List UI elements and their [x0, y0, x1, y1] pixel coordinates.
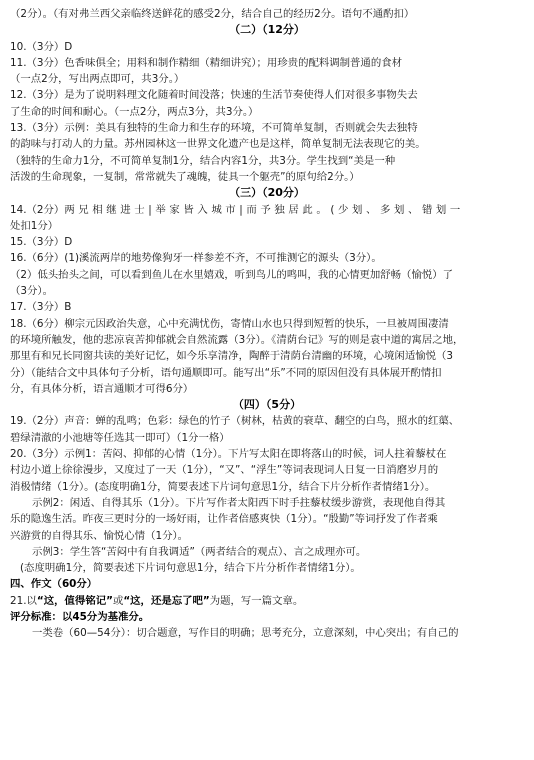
answer-11-scoring: （一点2分，写出两点即可，共3分。） — [10, 73, 185, 86]
answer-16-2: （2）低头抬头之间，可以看到鱼儿在水里嬉戏，听到鸟儿的鸣叫，我的心情更加舒畅（愉悦）了 — [10, 268, 454, 281]
essay-prompt-mid: 或 — [112, 594, 124, 607]
answer-13-cont: 的韵味与打动人的力量。苏州园林这一世界文化遗产也是这样，简单复制无法表现它的美。 — [10, 138, 426, 151]
answer-17: 17.（3分）B — [10, 301, 72, 314]
answer-20-cont-2: 消极情绪（1分）。(态度明确1分，简要表述下片词句意思1分，结合下片分析作者情绪1分）。 — [10, 480, 436, 493]
answer-18-cont-3: 分）（能结合文中具体句子分析，语句通顺即可。能写出“乐”不同的原因但没有具体展开酌情扣 — [10, 366, 442, 379]
answer-20: 20.（3分）示例1：苦闷、抑郁的心情（1分）。下片写太阳在即将落山的时候，词人拄着藜杖在 — [10, 448, 447, 461]
answer-14-text: 两兄相继进士|举家皆入城市|而予独居此。(少划、多划、错划一 — [64, 203, 464, 216]
answer-10: 10.（3分）D — [10, 40, 73, 53]
grade-level-1: 一类卷（60—54分）：切合题意，写作目的明确；思考充分，立意深刻，中心突出；有自己的 — [32, 627, 459, 640]
answer-18-cont-2: 那里有和兄长同窗共读的美好记忆，如今乐享清净，陶醉于清荫台清幽的环境，心境闲适愉悦（3 — [10, 350, 454, 363]
answer-18: 18.（6分）柳宗元因政治失意，心中充满忧伤，寄情山水也只得到短暂的快乐，一旦被周围凄清 — [10, 317, 449, 330]
scoring-standard: 评分标准：以45分为基准分。 — [10, 610, 150, 623]
answer-16-2-cont: （3分）。 — [10, 285, 53, 298]
answer-12-cont: 了生命的时间和耐心。（一点2分，两点3分，共3分。） — [10, 105, 259, 118]
essay-prompt — [10, 593, 524, 609]
answer-14 — [10, 202, 524, 218]
answer-13-scoring: （独特的生命力1分，不可简单复制1分，结合内容1分，共3分。学生找到“美是一种 — [10, 154, 396, 167]
answer-19-cont: 碧绿清澈的小池塘等任选其一即可）（1分一格） — [10, 431, 230, 444]
essay-prompt-post: 为题，写一篇文章。 — [209, 594, 304, 607]
section-heading-3: （三）（20分） — [229, 186, 305, 200]
answer-18-cont-1: 的环境所触发，他的悲凉哀苦抑郁就会自然流露（3分）。《清荫台记》写的则是袁中道的寓居之地， — [10, 333, 464, 346]
answer-20-example-2: 示例2：闲适、自得其乐（1分）。下片写作者太阳西下时手拄藜杖缓步游赏，表现他自得其 — [32, 496, 446, 509]
answer-16-1: 16.（6分）(1)溪流两岸的地势像狗牙一样参差不齐，不可推测它的源头（3分）。 — [10, 252, 382, 265]
essay-title-option-2: “这，还是忘了吧” — [123, 594, 210, 607]
answer-14-cont: 处扣1分） — [10, 219, 59, 232]
answer-14-number: 14.（2分） — [10, 203, 65, 216]
essay-heading: 四、作文（60分） — [10, 578, 98, 591]
essay-prompt-pre: 21.以 — [10, 594, 37, 607]
section-heading-2: （二）（12分） — [229, 23, 305, 37]
answer-13-scoring-cont: 活泼的生命现象，一复制，常常就失了魂魄，徒具一个躯壳”的原句给2分。） — [10, 170, 360, 183]
answer-line: （2分）。（有对弗兰西父亲临终送鲜花的感受2分，结合自己的经历2分。语句不通酌扣） — [10, 8, 415, 20]
answer-11: 11.（3分）色香味俱全；用料和制作精细（精细讲究）；用珍贵的配料调制普通的食材 — [10, 56, 402, 69]
answer-13: 13.（3分）示例：美具有独特的生命力和生存的环境，不可简单复制，否则就会失去独特 — [10, 122, 418, 135]
answer-15: 15.（3分）D — [10, 236, 73, 249]
answer-20-cont-1: 村边小道上徐徐漫步，又度过了一天（1分），“又”、“浮生”等词表现词人日复一日消磨岁月的 — [10, 464, 439, 477]
answer-19: 19.（2分）声音：蝉的乱鸣；色彩：绿色的竹子（树林，枯黄的衰草、翻空的白鸟，照水的红蕖、 — [10, 415, 460, 428]
answer-20-example-2-cont-1: 乐的隐逸生活。昨夜三更时分的一场好雨，让作者倍感爽快（1分）。“殷勤”等词抒发了作者乘 — [10, 513, 438, 526]
answer-20-scoring: (态度明确1分，简要表述下片词句意思1分，结合下片分析作者情绪1分）。 — [20, 562, 361, 575]
essay-title-option-1: “这，值得铭记” — [36, 594, 113, 607]
answer-20-example-3: 示例3：学生答“苦闷中有自我调适”（两者结合的观点）、言之成理亦可。 — [32, 545, 367, 558]
answer-20-example-2-cont-2: 兴游赏的自得其乐、愉悦心情（1分）。 — [10, 529, 189, 542]
section-heading-4: （四）（5分） — [232, 398, 302, 412]
answer-12: 12.（3分）是为了说明料理文化随着时间没落；快速的生活节奏使得人们对很多事物失去 — [10, 89, 418, 102]
answer-18-cont-4: 分，有具体分析，语言通顺才可得6分） — [10, 382, 194, 395]
